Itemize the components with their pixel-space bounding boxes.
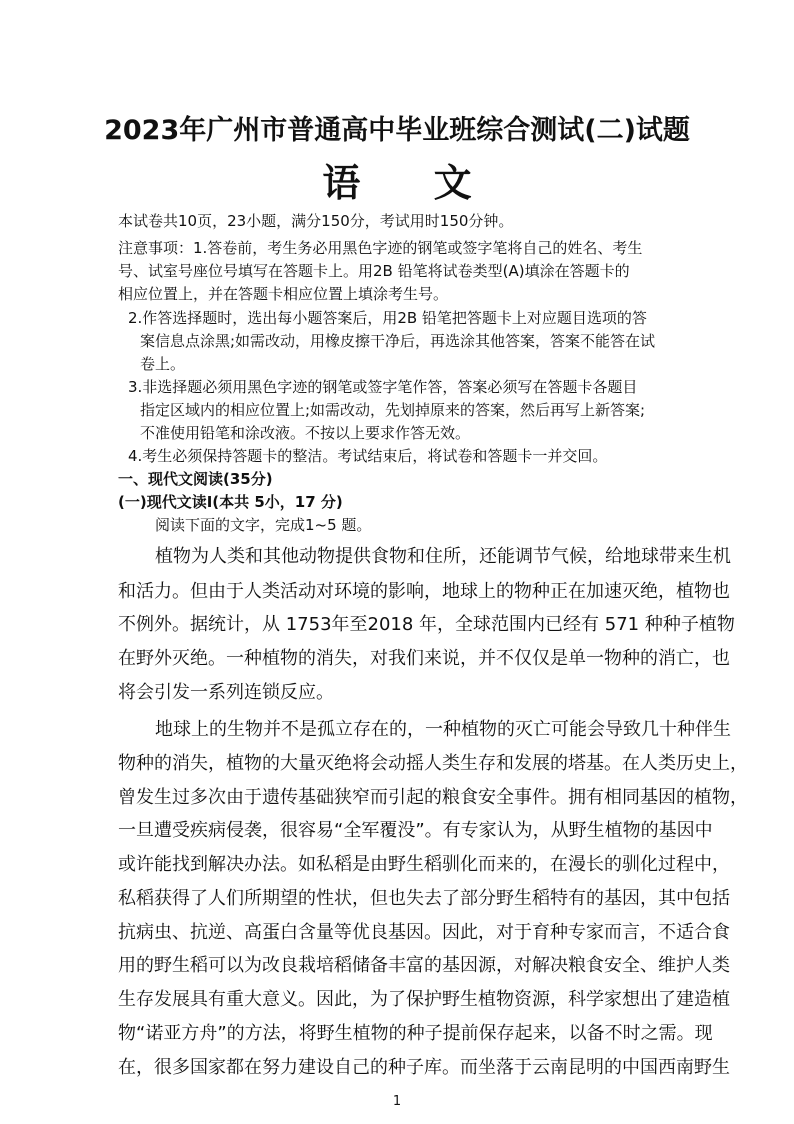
paragraph-line: 用的野生稻可以为改良栽培稻储备丰富的基因源，对解决粮食安全、维护人类 [118, 955, 730, 976]
paragraph-line: 在野外灭绝。一种植物的消失，对我们来说，并不仅仅是单一物种的消亡，也 [118, 648, 730, 669]
paragraph-line: 将会引发一系列连锁反应。 [118, 682, 334, 703]
notes-line: 2.作答选择题时，选出每小题答案后，用2B 铅笔把答题卡上对应题目选项的答 [128, 309, 647, 327]
notes-line: 号、试室号座位号填写在答题卡上。用2B 铅笔将试卷类型(A)填涂在答题卡的 [118, 262, 630, 280]
notes-line: 指定区域内的相应位置上;如需改动，先划掉原来的答案，然后再写上新答案; [140, 401, 646, 419]
notes-line: 不准使用铅笔和涂改液。不按以上要求作答无效。 [140, 424, 471, 442]
paragraph-line: 曾发生过多次由于遗传基础狭窄而引起的粮食安全事件。拥有相同基因的植物， [118, 787, 748, 808]
section-heading: 一、现代文阅读(35分) [118, 470, 273, 488]
paragraph-line: 地球上的生物并不是孤立存在的，一种植物的灭亡可能会导致几十种伴生 [155, 719, 731, 740]
subsection-heading: (一)现代文读Ⅰ(本共 5小，17 分) [118, 493, 343, 511]
paragraph-line: 抗病虫、抗逆、高蛋白含量等优良基因。因此，对于育种专家而言，不适合食 [118, 922, 730, 943]
page-number: 1 [392, 1094, 402, 1109]
notes-line: 相应位置上，并在答题卡相应位置上填涂考生号。 [118, 285, 449, 303]
reading-instruction: 阅读下面的文字，完成1~5 题。 [155, 516, 372, 534]
subject-title: 语 文 [322, 160, 502, 205]
paragraph-line: 生存发展具有重大意义。因此，为了保护野生植物资源，科学家想出了建造植 [118, 989, 730, 1010]
notes-line: 3.非选择题必须用黑色字迹的钢笔或签字笔作答，答案必须写在答题卡各题目 [128, 378, 638, 396]
paragraph-line: 一旦遭受疾病侵袭，很容易“全军覆没”。有专家认为，从野生植物的基因中 [118, 820, 713, 841]
exam-intro: 本试卷共10页，23小题，满分150分，考试用时150分钟。 [118, 212, 514, 230]
paragraph-line: 物种的消失，植物的大量灭绝将会动摇人类生存和发展的塔基。在人类历史上， [118, 753, 748, 774]
paragraph-line: 或许能找到解决办法。如私稻是由野生稻驯化而来的，在漫长的驯化过程中， [118, 854, 730, 875]
paragraph-line: 在，很多国家都在努力建设自己的种子库。而坐落于云南昆明的中国西南野生 [118, 1057, 730, 1078]
paragraph-line: 不例外。据统计，从 1753年至2018 年，全球范围内已经有 571 种种子植物 [118, 614, 735, 635]
paragraph-line: 和活力。但由于人类活动对环境的影响，地球上的物种正在加速灭绝，植物也 [118, 581, 730, 602]
notes-line: 案信息点涂黑;如需改动，用橡皮擦干净后，再选涂其他答案，答案不能答在试 [140, 332, 656, 350]
notes-line: 卷上。 [140, 355, 186, 373]
notes-line: 4.考生必须保持答题卡的整洁。考试结束后，将试卷和答题卡一并交回。 [128, 447, 608, 465]
paragraph-line: 物“诺亚方舟”的方法，将野生植物的种子提前保存起来，以备不时之需。现 [118, 1023, 713, 1044]
paragraph-line: 私稻获得了人们所期望的性状，但也失去了部分野生稻特有的基因，其中包括 [118, 888, 730, 909]
paragraph-line: 植物为人类和其他动物提供食物和住所，还能调节气候，给地球带来生机 [155, 546, 731, 567]
exam-title: 2023年广州市普通高中毕业班综合测试(二)试题 [104, 115, 690, 146]
notes-line: 注意事项：1.答卷前，考生务必用黑色字迹的钢笔或签字笔将自己的姓名、考生 [118, 239, 643, 257]
